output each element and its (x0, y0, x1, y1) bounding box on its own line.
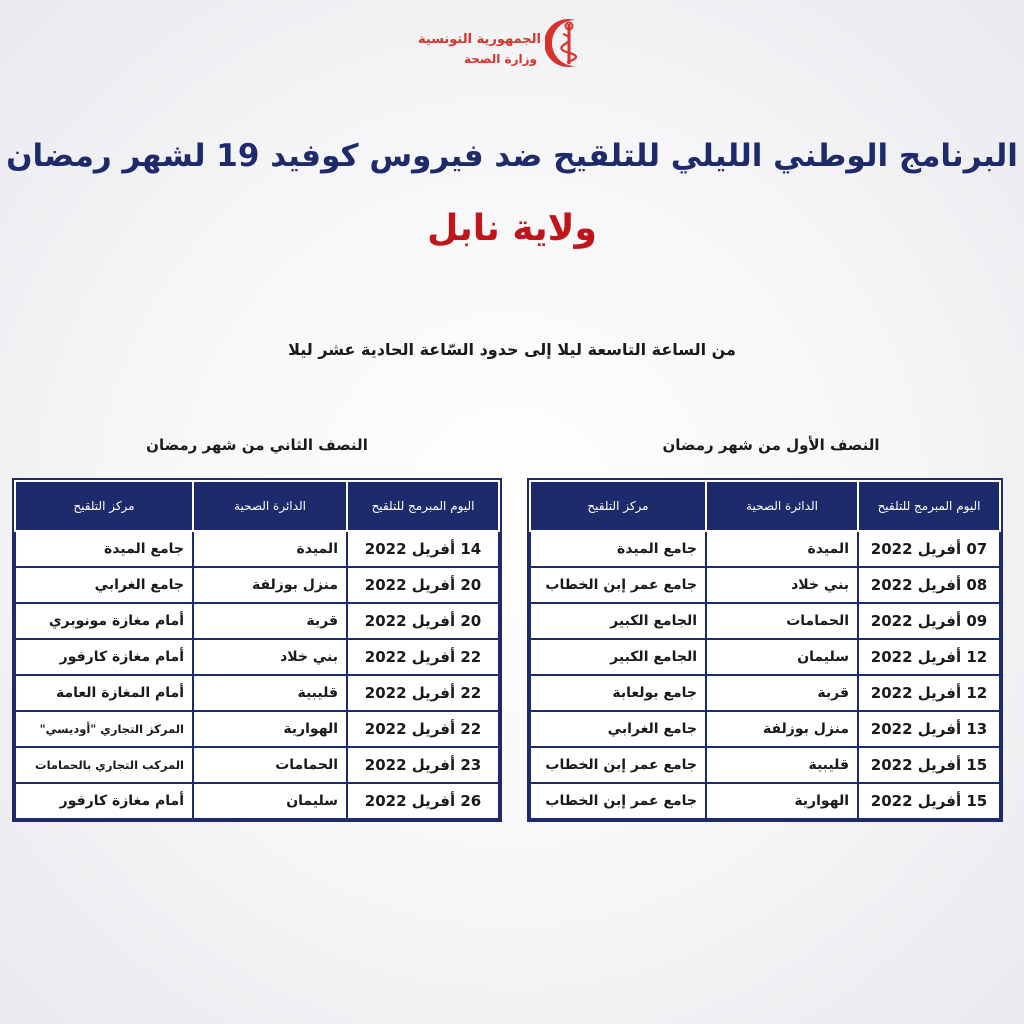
second-half-table (14, 480, 500, 820)
table-row (15, 747, 499, 783)
center-cell: جامع الميدة (530, 531, 706, 567)
district-cell: الميدة (193, 531, 347, 567)
district-cell: بني خلاد (193, 639, 347, 675)
header-center: مركز التلقيح (530, 481, 706, 531)
table-row (15, 531, 499, 567)
district-cell: قربة (706, 675, 858, 711)
center-cell: جامع عمر إبن الخطاب (530, 747, 706, 783)
ministry-logo (417, 14, 597, 74)
date-cell: 20 أفريل 2022 (347, 567, 499, 603)
table-row (530, 567, 1000, 603)
table-row (530, 639, 1000, 675)
logo-republic-text: الجمهورية التونسية (417, 32, 541, 47)
center-cell: جامع الغرابي (530, 711, 706, 747)
date-cell: 22 أفريل 2022 (347, 711, 499, 747)
table-row (530, 783, 1000, 819)
page-title: البرنامج الوطني الليلي للتلقيح ضد فيروس كوفيد 19 لشهر رمضان (6, 138, 1018, 174)
table-row (15, 567, 499, 603)
district-cell: قربة (193, 603, 347, 639)
table-row (530, 747, 1000, 783)
date-cell: 20 أفريل 2022 (347, 603, 499, 639)
district-cell: منزل بوزلفة (706, 711, 858, 747)
ministry-emblem-icon (545, 14, 597, 72)
header-center: مركز التلقيح (15, 481, 193, 531)
table-row (530, 603, 1000, 639)
table-row (530, 531, 1000, 567)
date-cell: 07 أفريل 2022 (858, 531, 1000, 567)
center-cell: جامع الغرابي (15, 567, 193, 603)
table-row (530, 675, 1000, 711)
district-cell: الحمامات (706, 603, 858, 639)
district-cell: بني خلاد (706, 567, 858, 603)
governorate-subtitle: ولاية نابل (427, 208, 597, 249)
district-cell: سليمان (706, 639, 858, 675)
date-cell: 09 أفريل 2022 (858, 603, 1000, 639)
table-row (530, 711, 1000, 747)
table-header-row (15, 481, 499, 531)
date-cell: 26 أفريل 2022 (347, 783, 499, 819)
district-cell: الهوارية (193, 711, 347, 747)
hours-note: من الساعة التاسعة ليلا إلى حدود السّاعة الحادية عشر ليلا (288, 340, 736, 359)
header-date: اليوم المبرمج للتلقيح (858, 481, 1000, 531)
table-row (15, 783, 499, 819)
second-half-title: النصف الثاني من شهر رمضان (146, 436, 368, 454)
date-cell: 13 أفريل 2022 (858, 711, 1000, 747)
header-district: الدائرة الصحية (193, 481, 347, 531)
center-cell: الجامع الكبير (530, 603, 706, 639)
center-cell: جامع الميدة (15, 531, 193, 567)
district-cell: قليبية (706, 747, 858, 783)
table-row (15, 711, 499, 747)
center-cell: المركب التجاري بالحمامات (15, 747, 193, 783)
table-header-row (530, 481, 1000, 531)
center-cell: جامع عمر إبن الخطاب (530, 783, 706, 819)
center-cell: جامع بولعابة (530, 675, 706, 711)
date-cell: 15 أفريل 2022 (858, 747, 1000, 783)
table-row (15, 675, 499, 711)
date-cell: 23 أفريل 2022 (347, 747, 499, 783)
table-row (15, 603, 499, 639)
district-cell: منزل بوزلفة (193, 567, 347, 603)
center-cell: أمام المغازة العامة (15, 675, 193, 711)
date-cell: 14 أفريل 2022 (347, 531, 499, 567)
district-cell: الميدة (706, 531, 858, 567)
date-cell: 08 أفريل 2022 (858, 567, 1000, 603)
header-district: الدائرة الصحية (706, 481, 858, 531)
district-cell: سليمان (193, 783, 347, 819)
table-row (15, 639, 499, 675)
district-cell: الهوارية (706, 783, 858, 819)
date-cell: 22 أفريل 2022 (347, 675, 499, 711)
center-cell: المركز التجاري "أوديسي" (15, 711, 193, 747)
district-cell: قليبية (193, 675, 347, 711)
center-cell: أمام مغازة مونوبري (15, 603, 193, 639)
first-half-table (529, 480, 1001, 820)
header-date: اليوم المبرمج للتلقيح (347, 481, 499, 531)
date-cell: 12 أفريل 2022 (858, 675, 1000, 711)
date-cell: 12 أفريل 2022 (858, 639, 1000, 675)
first-half-title: النصف الأول من شهر رمضان (662, 436, 880, 454)
center-cell: جامع عمر إبن الخطاب (530, 567, 706, 603)
center-cell: أمام مغازة كارفور (15, 639, 193, 675)
center-cell: أمام مغازة كارفور (15, 783, 193, 819)
district-cell: الحمامات (193, 747, 347, 783)
logo-ministry-text: وزارة الصحة (463, 52, 537, 66)
date-cell: 15 أفريل 2022 (858, 783, 1000, 819)
date-cell: 22 أفريل 2022 (347, 639, 499, 675)
center-cell: الجامع الكبير (530, 639, 706, 675)
